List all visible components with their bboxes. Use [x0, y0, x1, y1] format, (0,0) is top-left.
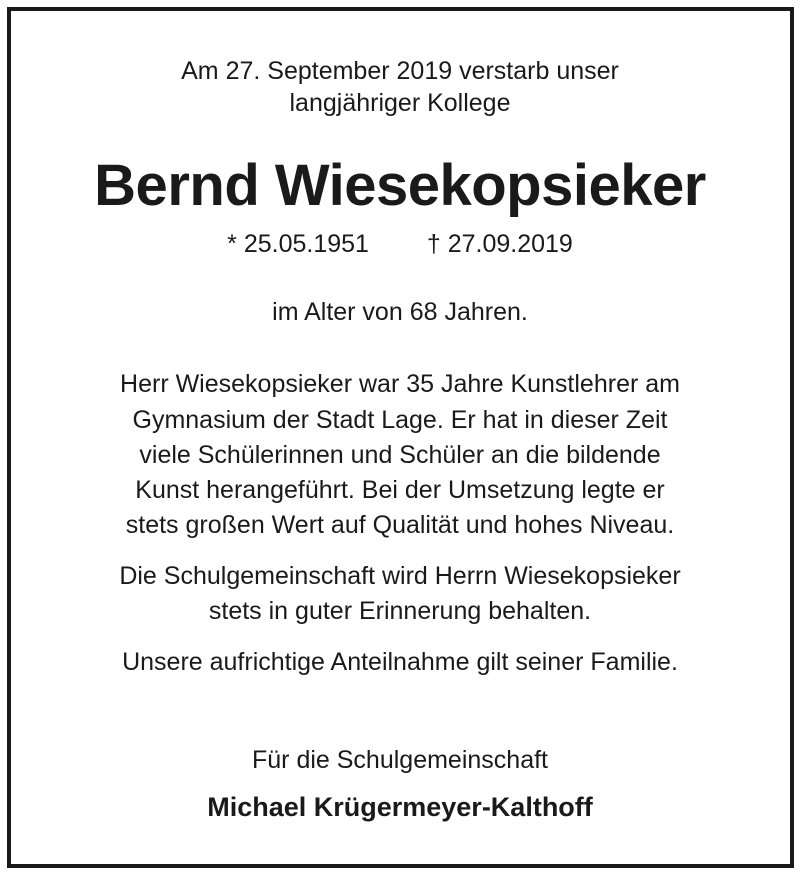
paragraph-3-line-1: Unsere aufrichtige Anteilnahme gilt seiner Familie. [122, 648, 678, 676]
birth-date: * 25.05.1951 [227, 230, 369, 258]
signer-name: Michael Krügermeyer-Kalthoff [207, 792, 593, 822]
age-line: im Alter von 68 Jahren. [272, 298, 528, 326]
deceased-name: Bernd Wiesekopsieker [94, 153, 706, 218]
intro-line-2: langjähriger Kollege [289, 89, 511, 117]
paragraph-2-line-2: stets in guter Erinnerung behalten. [208, 597, 592, 625]
life-dates [0, 229, 800, 259]
intro-line-1: Am 27. September 2019 verstarb unser [181, 57, 619, 85]
notice-border [7, 7, 794, 868]
paragraph-1-line-3: viele Schülerinnen und Schüler an die bildende [139, 441, 661, 469]
paragraph-1-line-2: Gymnasium der Stadt Lage. Er hat in dieser Zeit [132, 406, 668, 434]
paragraph-1-line-4: Kunst herangeführt. Bei der Umsetzung legte er [135, 476, 665, 504]
on-behalf-line: Für die Schulgemeinschaft [252, 746, 548, 774]
paragraph-2-line-1: Die Schulgemeinschaft wird Herrn Wiesekopsieker [119, 562, 681, 590]
paragraph-1-line-5: stets großen Wert auf Qualität und hohes Niveau. [125, 511, 675, 539]
death-date: † 27.09.2019 [426, 230, 573, 258]
paragraph-1-line-1: Herr Wiesekopsieker war 35 Jahre Kunstlehrer am [120, 370, 680, 398]
